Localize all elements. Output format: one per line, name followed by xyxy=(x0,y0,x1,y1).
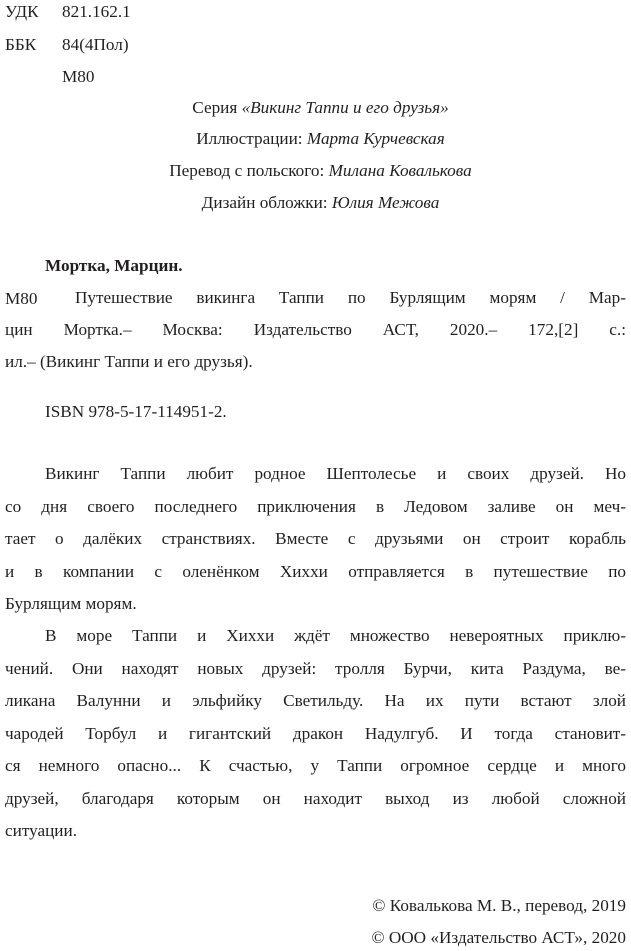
p2-line-4: чародей Торбул и гигантский дракон Надулгуб. И тогда становит- xyxy=(5,723,626,743)
bib-line-3: ил.– (Викинг Таппи и его друзья). xyxy=(5,352,253,371)
p2-line-5: ся немного опасно... К счастью, у Таппи огромное сердце и много xyxy=(5,756,626,775)
series-credit xyxy=(5,99,631,116)
p2-line-2: чений. Они находят новых друзей: тролля Бурчи, кита Раздума, ве- xyxy=(5,658,626,678)
translation-credit xyxy=(5,162,631,179)
bbk-label: ББК xyxy=(5,35,37,54)
annotation-paragraph-2 xyxy=(0,620,626,848)
bib-line-2: цин Мортка.– Москва: Издательство АСТ, 2020.– 172,[2] с.: xyxy=(5,320,626,339)
cover-label: Дизайн обложки: xyxy=(201,193,328,212)
translation-label: Перевод с польского: xyxy=(169,161,325,180)
series-value: «Викинг Таппи и его друзья» xyxy=(241,98,449,117)
illustrations-value: Марта Курчевская xyxy=(306,129,445,148)
p2-line-3: ликана Валунни и эльфийку Светильду. На их пути встают злой xyxy=(5,691,626,710)
illustrations-label: Иллюстрации: xyxy=(196,129,303,148)
series-label: Серия xyxy=(192,98,238,117)
cover-credit xyxy=(5,194,631,211)
bib-description xyxy=(0,282,626,378)
p1-line-3: тает о далёких странствиях. Вместе с друзьями он строит корабль xyxy=(5,529,626,548)
author-heading: Мортка, Марцин. xyxy=(45,256,183,275)
p2-line-6: друзей, благодаря которым он находит выход из любой сложной xyxy=(5,788,626,808)
annotation-paragraph-1 xyxy=(0,458,626,621)
p2-line-1: В море Таппи и Хиххи ждёт множество невероятных приклю- xyxy=(45,626,626,645)
copyright-publisher: © ООО «Издательство АСТ», 2020 xyxy=(371,928,626,947)
isbn: ISBN 978-5-17-114951-2. xyxy=(45,402,227,421)
udk-value: 821.162.1 xyxy=(62,2,131,21)
bib-line-1: Путешествие викинга Таппи по Бурлящим морям / Мар- xyxy=(75,288,626,307)
p2-line-7: ситуации. xyxy=(5,821,77,840)
bbk-value: 84(4Пол) xyxy=(62,35,129,54)
p1-line-5: Бурлящим морям. xyxy=(5,594,137,613)
udk-label: УДК xyxy=(5,2,39,21)
translation-value: Милана Ковалькова xyxy=(328,161,472,180)
copyright-translation: © Ковалькова М. В., перевод, 2019 xyxy=(372,896,626,915)
cover-value: Юлия Межова xyxy=(331,193,440,212)
p1-line-4: и в компании с оленёнком Хиххи отправляется в путешествие по xyxy=(5,561,626,581)
p1-line-2: со дня своего последнего приключения в Ледовом заливе он меч- xyxy=(5,496,626,516)
p1-line-1: Викинг Таппи любит родное Шептолесье и своих друзей. Но xyxy=(45,464,626,483)
author-mark: М80 xyxy=(62,67,95,86)
bib-mark: М80 xyxy=(5,289,38,308)
illustrations-credit xyxy=(5,130,631,147)
